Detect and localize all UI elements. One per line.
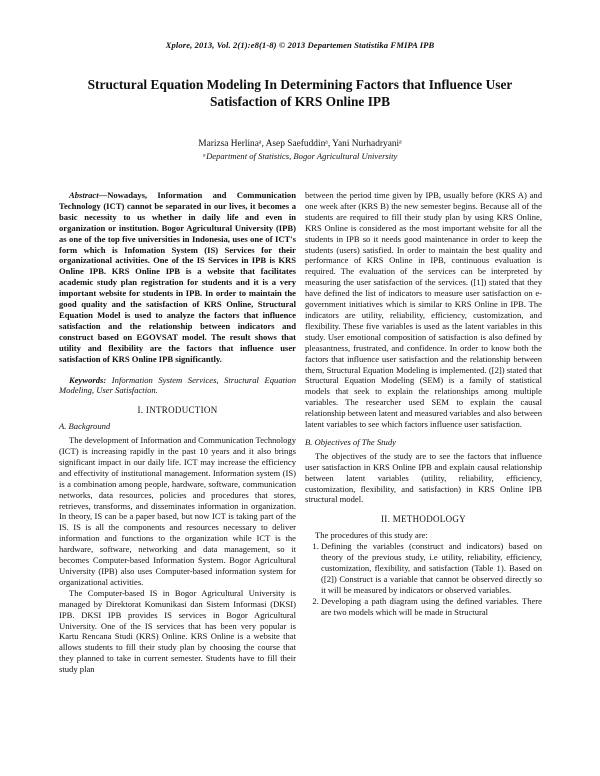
- subsection-heading-background: A. Background: [59, 421, 111, 432]
- keywords-label: Keywords:: [69, 374, 107, 385]
- left-column: [59, 190, 296, 675]
- paper-title: Structural Equation Modeling In Determining Factors that Influence User Satisfaction of KRS Online IPB: [87, 77, 513, 109]
- intro-paragraph-2: The Computer-based IS in Bogor Agricultural University is managed by Direktorat Komunikasi dan Sistem Informasi (DKSI) IPB. DKSI IPB provides IS services in Bogor Agricultural University. One of the IS services that has been very popular is Kartu Rencana Studi (KRS) Online. KRS Online is a website that allows students to fill their study plan by choosing the course that they planned to take in current semester. Students have to fill their study plan: [59, 587, 296, 675]
- list-item: 1. Defining the variables (construct and indicators) based on theory of the previous study, i.e utility, reliability, efficiency, customization, flexibility, and satisfaction (Table 1). Based on ([2]) Construct is a variable that cannot be observed directly so it will be measured by indicators or observed variables.: [321, 541, 542, 596]
- section-heading-methodology: II. METHODOLOGY: [381, 514, 466, 525]
- section-heading-introduction: I. INTRODUCTION: [137, 405, 218, 416]
- affiliation: ᵃDepartment of Statistics, Bogor Agricultural University: [202, 151, 398, 161]
- keywords: [59, 375, 296, 397]
- abstract-label: Abstract: [69, 190, 99, 200]
- objectives-paragraph: The objectives of the study are to see the factors that influence user satisfaction in KRS Online IPB and explain causal relationship between latent variables (utility, reliability, efficiency, customization, flexibility, and satisfaction) in KRS Online IPB structural model.: [305, 450, 542, 505]
- abstract-text: —Nowadays, Information and Communication Technology (ICT) cannot be separated in our lives, it becomes a basic necessity to us whether in daily life and even in organization or institution. Bogor Agricultural University (IPB) as one of the top five universities in Indonesia, uses one of ICT's form which is Infomation System (IS) Services for their organizational activities. One of the IS Services in IPB is KRS Online IPB. KRS Online IPB is a website that facilitates academic study plan registration for students and it is a very important website for students in IPB. In order to maintain the good quality and the satisfaction of KRS Online, Structural Equation Model is used to analyze the factors that influence satisfaction and the relationship between indicators and construct based on EGOVSAT model. The result shows that utility and flexibility are the factors that influence user satisfaction of KRS Online IPB significantly.: [59, 190, 296, 364]
- abstract: [59, 190, 296, 365]
- list-item: 2. Developing a path diagram using the defined variables. There are two models which will be made in Structural: [321, 596, 542, 618]
- method-intro: The procedures of this study are:: [315, 530, 428, 541]
- method-list: [305, 541, 542, 617]
- author-list: Marizsa Herlinaᵃ, Asep Saefuddinᵃ, Yani Nurhadryaniᵃ: [198, 139, 402, 149]
- keywords-text: Information System Services, Structural Equation Modeling, User Satisfaction.: [59, 374, 296, 396]
- intro-paragraph-3: between the period time given by IPB, usually before (KRS A) and one week after (KRS B) the new semester begins. Because all of the students are required to fill their study plan by using KRS Online, KRS Online is considered as the most important website for all the students in IPB so it needs good maintenance in order to keep the students (users) satisfied. In order to maintain the best quality and performance of KRS Online in IPB, continuous evaluation is required. The evaluation of the services can be interpreted by measuring the user satisfaction of the services. ([1]) stated that they have defined the list of indicators to measure user satisfaction on e-government initiatives which is similar to KRS Online in IPB. The indicators are utility, reliability, efficiency, customization, and flexibility. These five variables is used as the latent variables in this study. User emotional composition of satisfaction is also defined by pleasantness, frustrated, and confidence. In order to know both the factors that influence user satisfaction and the relationship between them, Structural Equation Modeling is implemented. ([2]) stated that Structural Equation Modeling (SEM) is a family of statistical models that seek to explain the relationships among multiple variables. The researcher used SEM to explain the causal relationship between latent and measured variables and also between latent variables to see which factors influence user satisfaction.: [305, 190, 542, 430]
- right-column: [305, 190, 542, 618]
- subsection-heading-objectives: B. Objectives of The Study: [305, 436, 396, 447]
- intro-paragraph-1: The development of Information and Communication Technology (ICT) is increasing rapidly in the past 10 years and it also brings significant impact in our daily life. ICT may increase the efficiency and effectivity of institutional management. Information system (IS) is a combination among people, hardware, software, communication networks, data resources, policies and procedures that stores, retrieves, transforms, and disseminates information in organization. In theory, IS can be a paper based, but now ICT is taking part of the IS. IS is all the components and resources necessary to deliver information and functions to the organization while ICT is the hardware, software, networking and data management, so it becomes Computer-based Information System. Bogor Agricultural University (IPB) also uses Computer-based information system for organizational activities.: [59, 435, 296, 587]
- journal-header: Xplore, 2013, Vol. 2(1):e8(1-8) © 2013 Departemen Statistika FMIPA IPB: [165, 40, 435, 50]
